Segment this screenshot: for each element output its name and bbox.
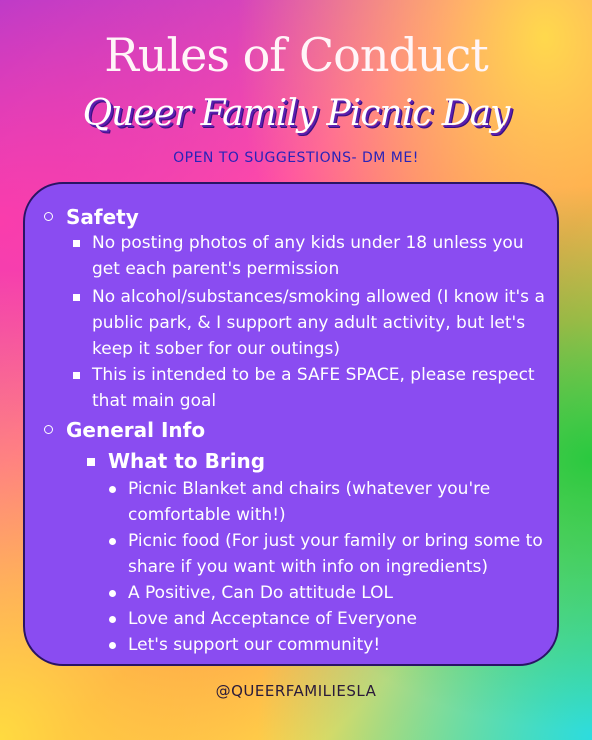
dot-bullet-icon — [109, 642, 116, 649]
subsection-what-to-bring — [108, 448, 265, 474]
square-bullet-icon — [73, 294, 80, 301]
list-item-text: Love and Acceptance of Everyone — [128, 609, 417, 629]
list-item-text: No alcohol/substances/smoking allowed (I know it's a public park, & I support any adult activity, but let's keep it sober for our outings) — [92, 287, 545, 359]
page-title: Rules of Conduct — [104, 28, 488, 82]
list-item — [128, 606, 558, 632]
social-handle: @QUEERFAMILIESLA — [215, 682, 377, 700]
hollow-bullet-icon — [44, 425, 53, 434]
section-heading: Safety — [66, 205, 139, 229]
list-item — [92, 362, 552, 414]
dot-bullet-icon — [109, 486, 116, 493]
list-item — [128, 580, 558, 606]
event-subtitle: Queer Family Picnic Day — [82, 93, 510, 134]
list-item — [128, 632, 558, 658]
hollow-bullet-icon — [44, 212, 53, 221]
list-item — [128, 528, 558, 580]
list-item-text: A Positive, Can Do attitude LOL — [128, 583, 394, 603]
list-item-text: This is intended to be a SAFE SPACE, please respect that main goal — [92, 365, 535, 411]
dot-bullet-icon — [109, 590, 116, 597]
square-bullet-icon — [87, 458, 95, 466]
section-general-info — [66, 417, 205, 443]
tagline: OPEN TO SUGGESTIONS- DM ME! — [173, 150, 419, 166]
section-safety — [66, 204, 139, 230]
list-item — [92, 284, 552, 362]
square-bullet-icon — [73, 372, 80, 379]
subsection-heading: What to Bring — [108, 449, 266, 473]
list-item — [128, 476, 558, 528]
rules-card — [23, 182, 559, 666]
list-item-text: No posting photos of any kids under 18 unless you get each parent's permission — [92, 233, 524, 279]
list-item-text: Picnic food (For just your family or bring some to share if you want with info on ingredients) — [128, 531, 543, 577]
list-item-text: Picnic Blanket and chairs (whatever you're comfortable with!) — [128, 479, 491, 525]
section-heading: General Info — [66, 418, 206, 442]
square-bullet-icon — [73, 240, 80, 247]
list-item — [92, 230, 552, 282]
dot-bullet-icon — [109, 538, 116, 545]
list-item-text: Let's support our community! — [128, 635, 381, 655]
dot-bullet-icon — [109, 616, 116, 623]
